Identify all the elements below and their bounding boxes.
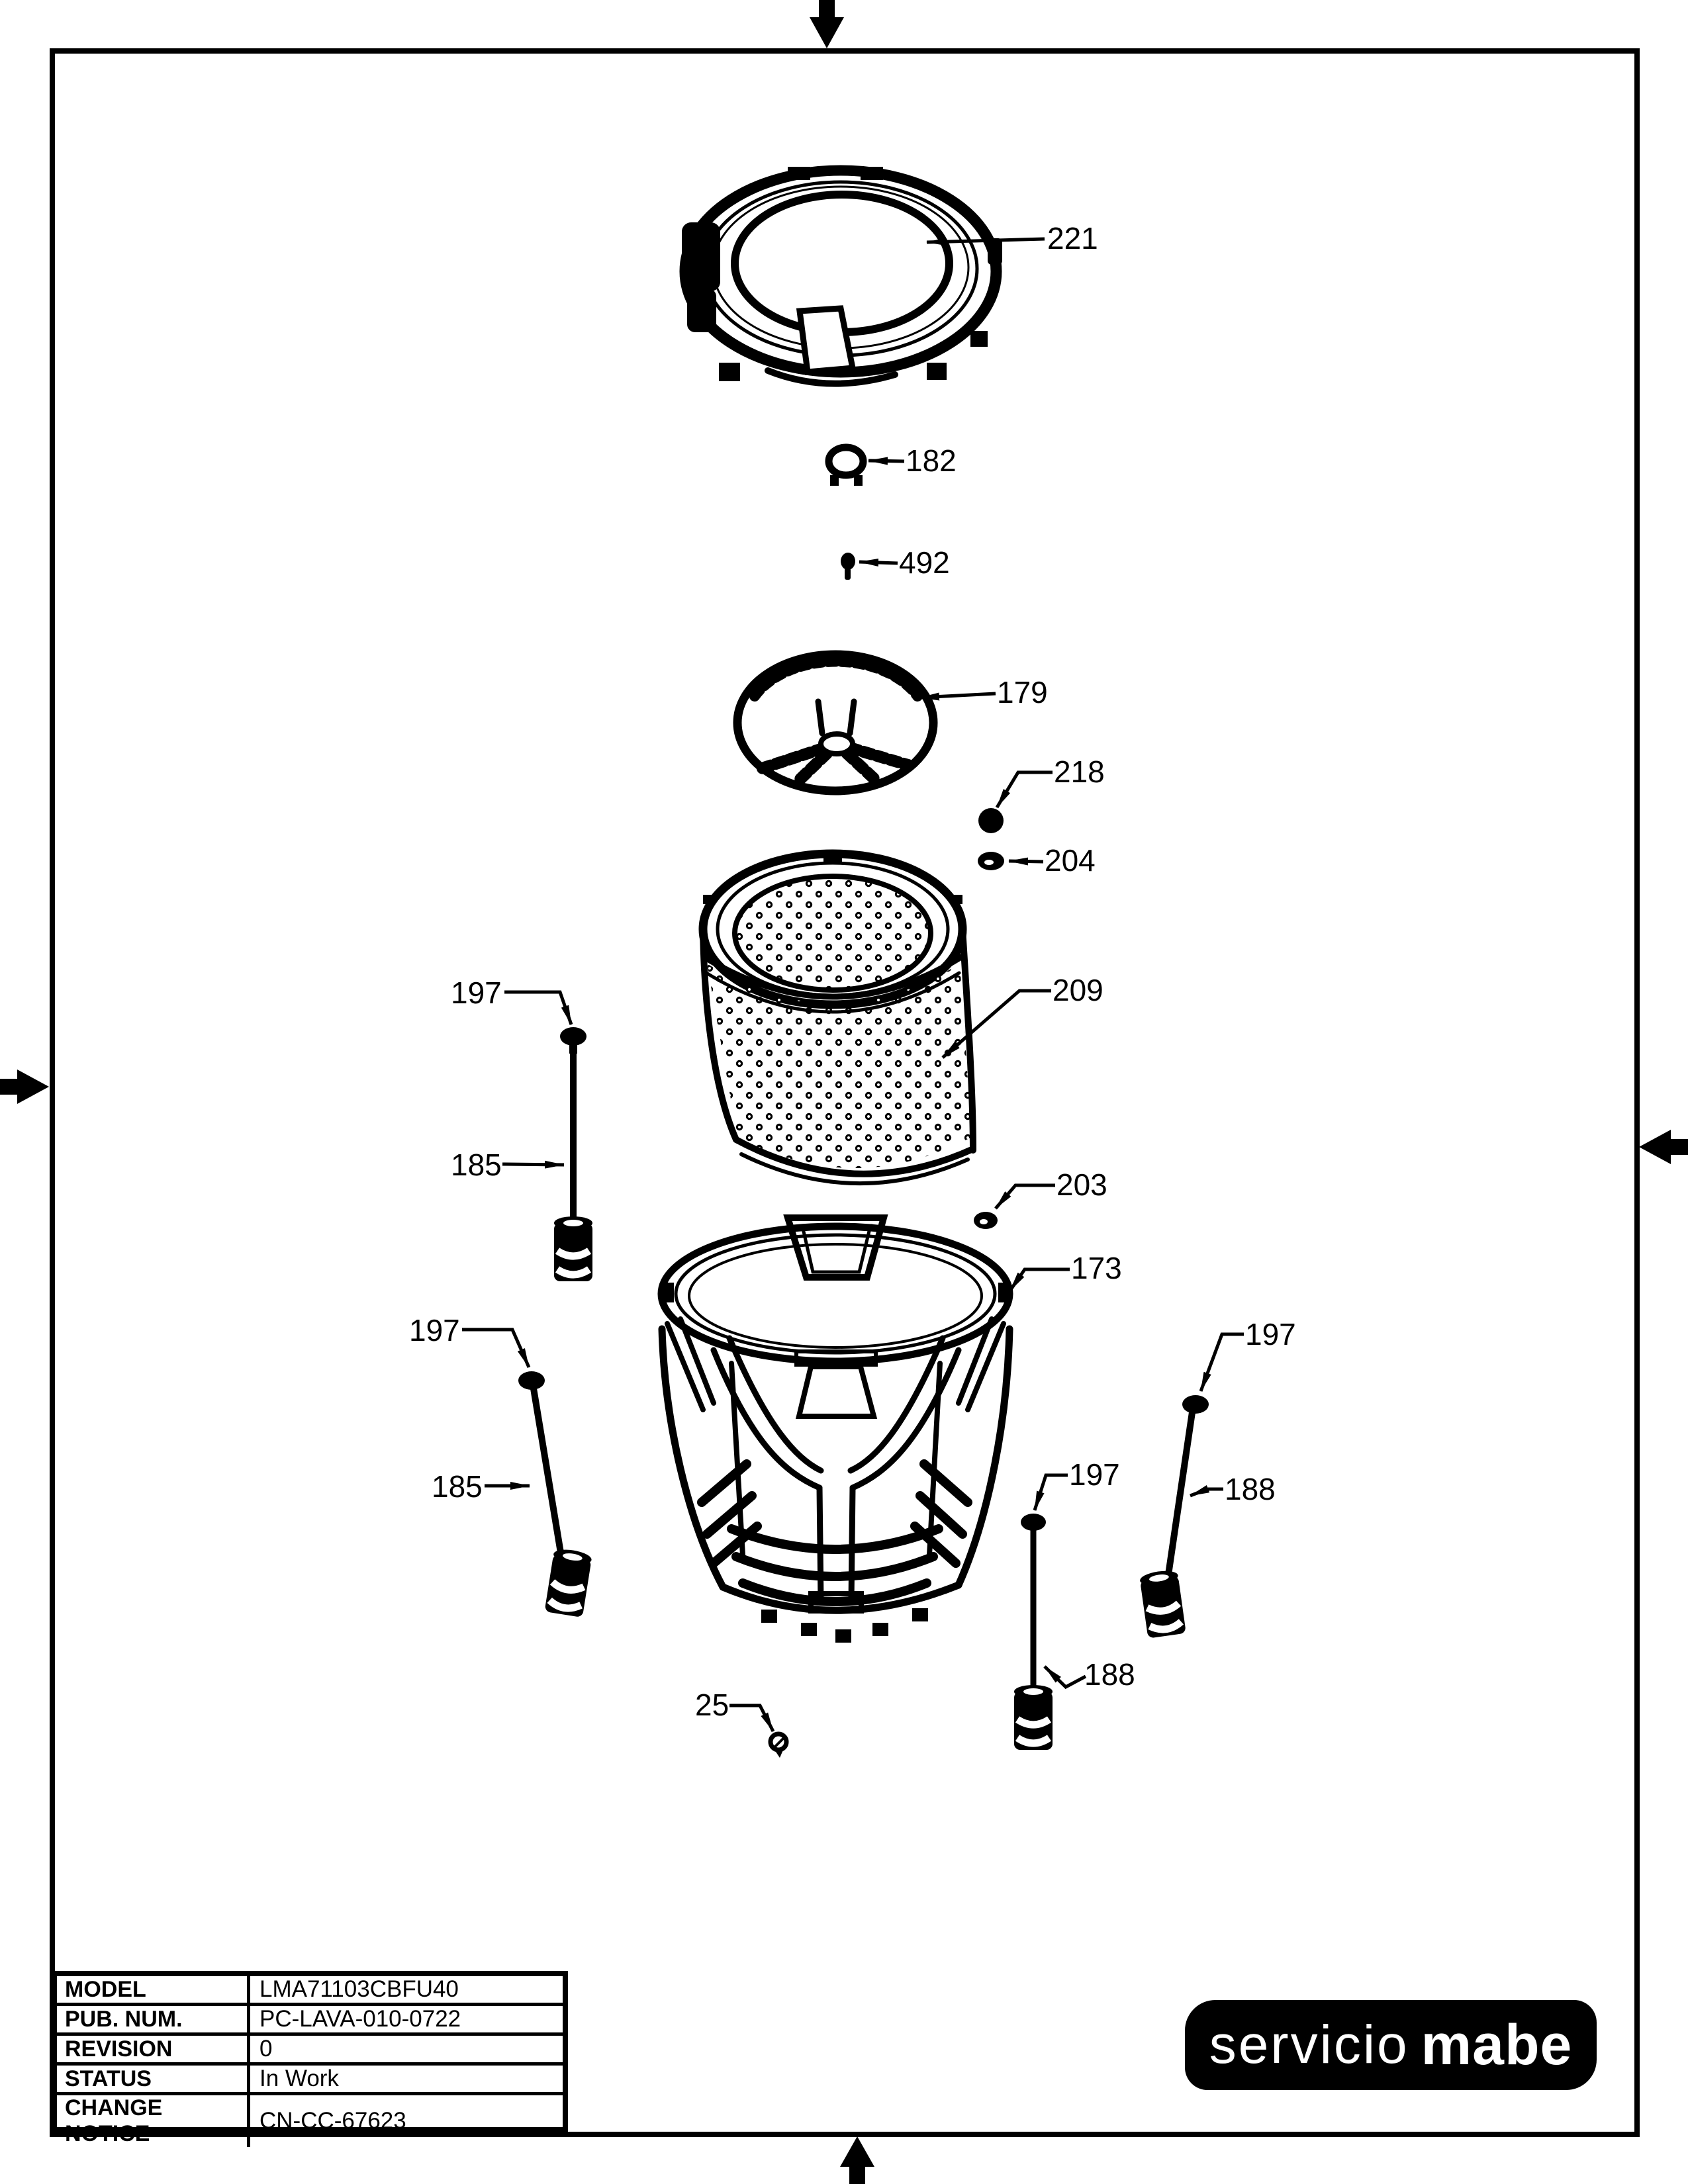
- table-row: [57, 2062, 563, 2092]
- part-label-204: 204: [1045, 843, 1096, 878]
- registration-arrow-bottom-icon: [840, 2136, 874, 2184]
- status-label: STATUS: [57, 2066, 250, 2092]
- part-label-203: 203: [1056, 1167, 1107, 1202]
- pub-num-label: PUB. NUM.: [57, 2006, 250, 2032]
- part-label-182: 182: [906, 443, 957, 478]
- part-204-washer: [978, 852, 1004, 870]
- part-182-clamp: [829, 447, 863, 486]
- registration-arrow-top-icon: [810, 0, 844, 48]
- pub-num-value: PC-LAVA-010-0722: [259, 2006, 461, 2032]
- title-block-table: [52, 1971, 568, 2146]
- part-label-25: 25: [695, 1688, 729, 1722]
- part-label-188-center: 188: [1084, 1657, 1135, 1692]
- part-185-suspension-rod-upper-left: [554, 1027, 592, 1281]
- part-179-impeller: [737, 655, 933, 791]
- logo-servicio-text: servicio: [1209, 2015, 1409, 2075]
- servicio-mabe-logo: [1185, 2000, 1597, 2090]
- registration-arrow-right-icon: [1639, 1130, 1688, 1164]
- part-label-185-lower-left: 185: [432, 1469, 483, 1504]
- part-label-197-center: 197: [1069, 1457, 1120, 1492]
- table-row: [57, 2003, 563, 2032]
- part-185-suspension-rod-lower-left: [518, 1371, 592, 1617]
- part-492-bolt: [841, 553, 855, 580]
- part-label-197-upper-left: 197: [451, 976, 502, 1010]
- revision-value: 0: [259, 2036, 273, 2062]
- part-221-tub-cover: [682, 167, 1002, 384]
- part-label-218: 218: [1054, 754, 1105, 789]
- table-row: [57, 2032, 563, 2062]
- revision-label: REVISION: [57, 2036, 250, 2062]
- logo-mabe-text: mabe: [1421, 2013, 1573, 2077]
- part-label-197-lower-left: 197: [409, 1313, 460, 1347]
- part-label-492: 492: [899, 545, 950, 580]
- part-218-cap: [978, 808, 1004, 833]
- part-label-188-right: 188: [1225, 1472, 1276, 1506]
- change-notice-value: CN-CC-67623: [259, 2108, 406, 2134]
- model-label: MODEL: [57, 1976, 250, 2003]
- part-173-outer-tub: [661, 1218, 1010, 1643]
- part-188-suspension-rod-center: [1014, 1514, 1053, 1750]
- part-25-screw: [771, 1734, 786, 1758]
- part-203-washer: [974, 1212, 998, 1229]
- table-row: [57, 1976, 563, 2003]
- table-row: [57, 2092, 563, 2147]
- registration-arrow-left-icon: [0, 1069, 49, 1104]
- part-label-185-upper-left: 185: [451, 1148, 502, 1182]
- part-label-179: 179: [997, 675, 1048, 709]
- part-188-suspension-rod-right: [1139, 1395, 1209, 1639]
- status-value: In Work: [259, 2066, 339, 2091]
- change-notice-label: CHANGE NOTICE: [57, 2095, 250, 2147]
- part-label-173: 173: [1071, 1251, 1122, 1285]
- part-label-221: 221: [1047, 221, 1098, 255]
- model-value: LMA71103CBFU40: [259, 1976, 459, 2002]
- part-label-209: 209: [1053, 973, 1103, 1007]
- part-209-basket: [703, 851, 973, 1183]
- part-label-197-right: 197: [1245, 1317, 1296, 1351]
